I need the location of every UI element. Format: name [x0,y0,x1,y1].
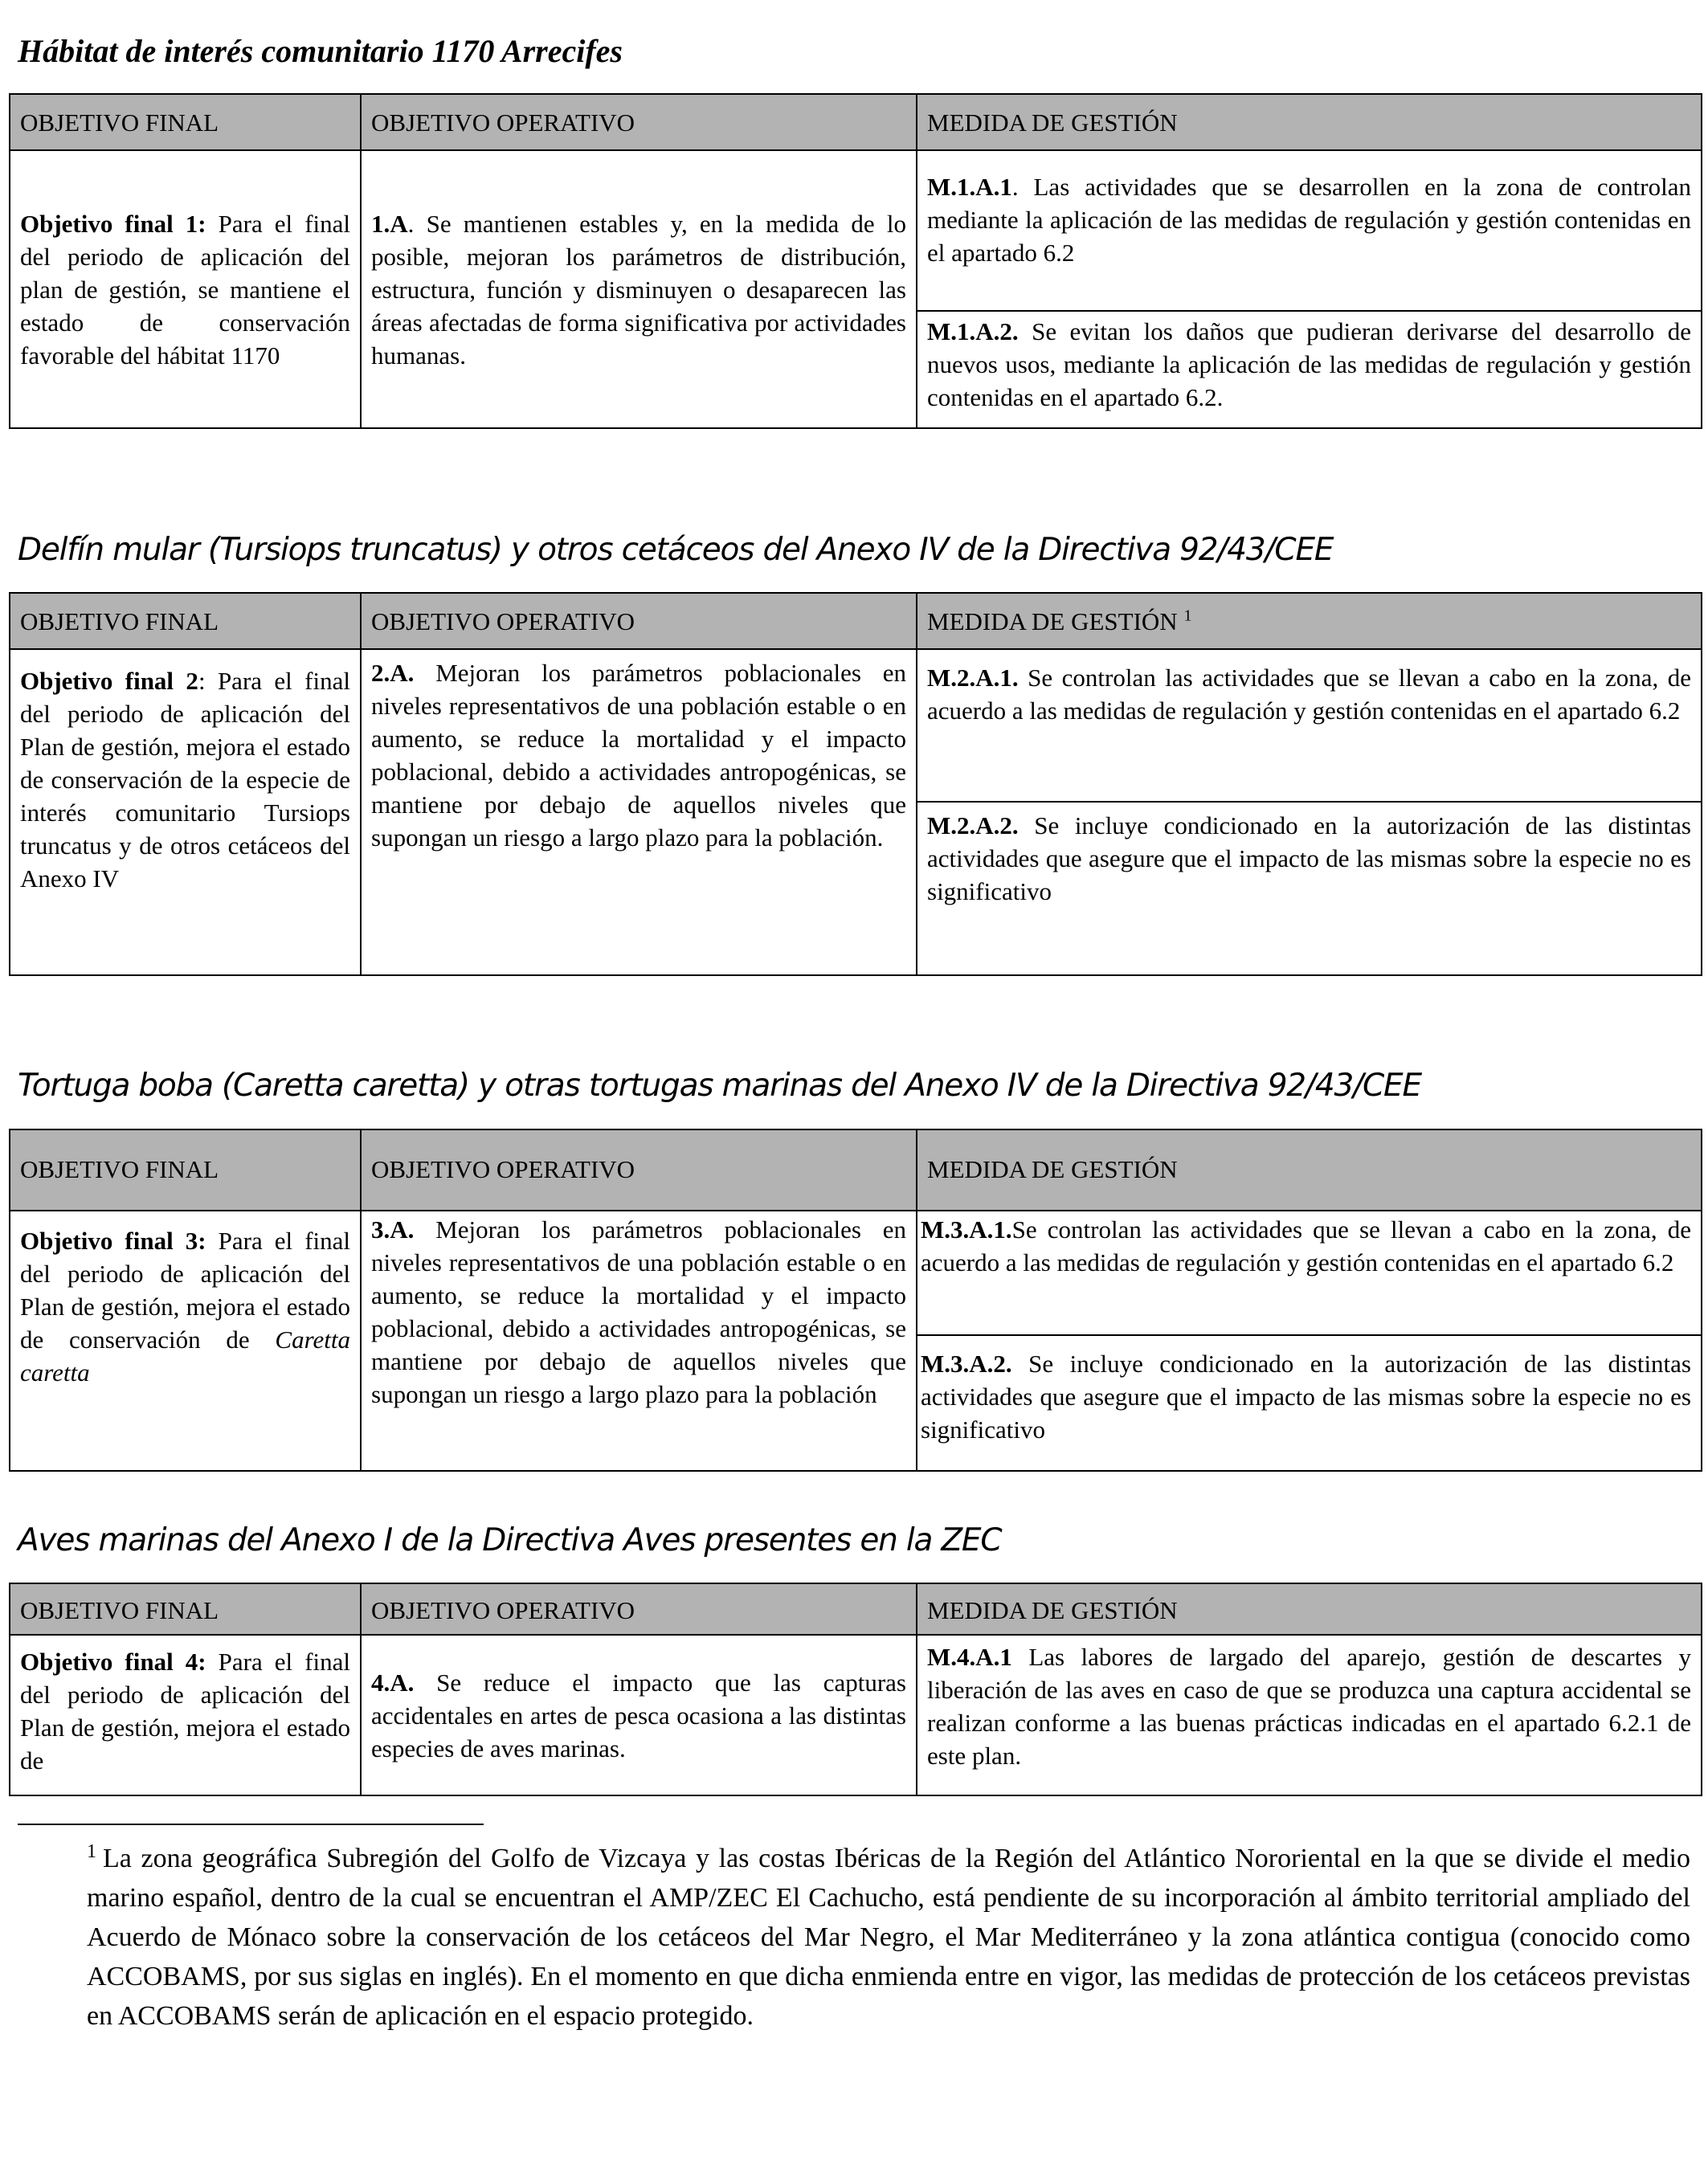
measure-label: M.4.A.1 [927,1643,1012,1671]
header-medida-gestion: MEDIDA DE GESTIÓN [917,94,1702,150]
operative-objective-cell [361,649,917,975]
measure-text: Se controlan las actividades que se llevan a cabo en la zona, de acuerdo a las medidas de regulación y gestión contenidas en el apartado 6.2 [927,664,1691,725]
section-title: Tortuga boba (Caretta caretta) y otras tortugas marinas del Anexo IV de la Directiva 92/43/CEE [18,1068,1421,1104]
operative-objective-label: 4.A. [371,1668,415,1697]
header-objetivo-final: OBJETIVO FINAL [10,593,361,649]
management-table [9,1129,1702,1472]
final-objective-cell [10,1635,361,1795]
final-objective-text: Para el final del periodo de aplicación del plan de gestión, se mantiene el estado de conservación favorable del hábitat 1170 [20,209,350,370]
measure-label: M.2.A.2. [927,811,1019,839]
section-title: Hábitat de interés comunitario 1170 Arrecifes [18,33,623,69]
header-objetivo-final: OBJETIVO FINAL [10,1583,361,1635]
operative-objective-label: 3.A. [371,1215,415,1244]
footnote-ref[interactable]: 1 [1183,607,1192,625]
operative-objective-text: Se reduce el impacto que las capturas accidentales en artes de pesca ocasiona a las distintas especies de aves marinas. [371,1668,906,1762]
header-medida-gestion [917,593,1702,649]
section-title: Aves marinas del Anexo I de la Directiva Aves presentes en la ZEC [18,1522,1002,1558]
measure-text: . Las actividades que se desarrollen en la zona de controlan mediante la aplicación de las medidas de regulación y gestión contenidas en el apartado 6.2 [927,173,1691,267]
operative-objective-label: 2.A. [371,659,415,687]
operative-objective-text: Mejoran los parámetros poblacionales en niveles representativos de una población estable o en aumento, se reduce la mortalidad y el impacto poblacional, debido a actividades antropogénicas, se mantiene por debajo de aquellos niveles que supongan un riesgo a largo plazo para la población. [371,659,906,852]
final-objective-label: Objetivo final 2 [20,667,198,695]
header-objetivo-final: OBJETIVO FINAL [10,94,361,150]
measure-label: M.3.A.2. [921,1350,1012,1378]
measure-label: M.2.A.1. [927,664,1019,692]
header-objetivo-operativo: OBJETIVO OPERATIVO [361,94,917,150]
measure-label: M.1.A.1 [927,173,1012,201]
operative-objective-label: 1.A [371,209,408,238]
measure-text: Se incluye condicionado en la autorización de las distintas actividades que asegure que el impacto de las mismas sobre la especie no es significativo [921,1350,1691,1444]
operative-objective-cell [361,1635,917,1795]
footnote [87,1839,1690,2036]
final-objective-cell [10,1211,361,1471]
final-objective-cell [10,150,361,428]
management-table [9,93,1702,429]
operative-objective-cell [361,1211,917,1471]
final-objective-cell [10,649,361,975]
footnote-separator [18,1824,484,1825]
measure-text: Las labores de largado del aparejo, gestión de descartes y liberación de las aves en caso de que se produzca una captura accidental se realizan conforme a las buenas prácticas indicadas en el apartado 6.2.1 de este plan. [927,1643,1691,1770]
measure-text: Se incluye condicionado en la autorización de las distintas actividades que asegure que el impacto de las mismas sobre la especie no es significativo [927,811,1691,905]
measure-cell [917,802,1702,975]
measure-cell [917,1635,1702,1795]
measure-cell [917,150,1702,311]
measure-cell [917,311,1702,428]
header-medida-gestion: MEDIDA DE GESTIÓN [917,1583,1702,1635]
final-objective-label: Objetivo final 4: [20,1648,206,1676]
header-objetivo-operativo: OBJETIVO OPERATIVO [361,593,917,649]
header-objetivo-operativo: OBJETIVO OPERATIVO [361,1583,917,1635]
final-objective-label: Objetivo final 1: [20,209,206,238]
operative-objective-text: Mejoran los parámetros poblacionales en niveles representativos de una población estable o en aumento, se reduce la mortalidad y el impacto poblacional, debido a actividades antropogénicas, se mantiene por debajo de aquellos niveles que supongan un riesgo a largo plazo para la población [371,1215,906,1408]
measure-label: M.3.A.1. [921,1215,1012,1244]
header-objetivo-operativo: OBJETIVO OPERATIVO [361,1129,917,1211]
footnote-text: La zona geográfica Subregión del Golfo de Vizcaya y las costas Ibéricas de la Región del Atlántico Nororiental en la que se divide el medio marino español, dentro de la cual se encuentran el AMP/ZEC El Cachucho, está pendiente de su incorporación al ámbito territorial ampliado del Acuerdo de Mónaco sobre la conservación de los cetáceos del Mar Negro, el Mar Mediterráneo y la zona atlántica contigua (conocido como ACCOBAMS, por sus siglas en inglés). En el momento en que dicha enmienda entre en vigor, las medidas de protección de los cetáceos previstas en ACCOBAMS serán de aplicación en el espacio protegido. [87,1844,1690,2031]
measure-cell [917,649,1702,802]
measure-text: Se evitan los daños que pudieran derivarse del desarrollo de nuevos usos, mediante la aplicación de las medidas de regulación y gestión contenidas en el apartado 6.2. [927,317,1691,411]
final-objective-text: Para el final del periodo de aplicación del Plan de gestión, mejora el estado de [20,1648,350,1775]
final-objective-text: Para el final del periodo de aplicación del Plan de gestión, mejora el estado de conservación de [20,1227,350,1354]
species-name: Caretta caretta [20,1325,350,1387]
measure-cell [917,1335,1702,1471]
footnote-number: 1 [87,1840,96,1862]
section-title: Delfín mular (Tursiops truncatus) y otros cetáceos del Anexo IV de la Directiva 92/43/CEE [18,532,1334,568]
final-objective-text: : Para el final del periodo de aplicación del Plan de gestión, mejora el estado de conservación de la especie de interés comunitario Tursiops truncatus y de otros cetáceos del Anexo IV [20,667,350,892]
measure-label: M.1.A.2. [927,317,1019,345]
operative-objective-cell [361,150,917,428]
measure-cell [917,1211,1702,1335]
management-table [9,592,1702,976]
header-medida-gestion-label: MEDIDA DE GESTIÓN [927,607,1178,635]
measure-text: Se controlan las actividades que se llevan a cabo en la zona, de acuerdo a las medidas de regulación y gestión contenidas en el apartado 6.2 [921,1215,1691,1276]
operative-objective-text: . Se mantienen estables y, en la medida de lo posible, mejoran los parámetros de distribución, estructura, función y disminuyen o desaparecen las áreas afectadas de forma significativa por actividades humanas. [371,209,906,370]
header-objetivo-final: OBJETIVO FINAL [10,1129,361,1211]
header-medida-gestion: MEDIDA DE GESTIÓN [917,1129,1702,1211]
final-objective-label: Objetivo final 3: [20,1227,206,1255]
management-table [9,1583,1702,1796]
